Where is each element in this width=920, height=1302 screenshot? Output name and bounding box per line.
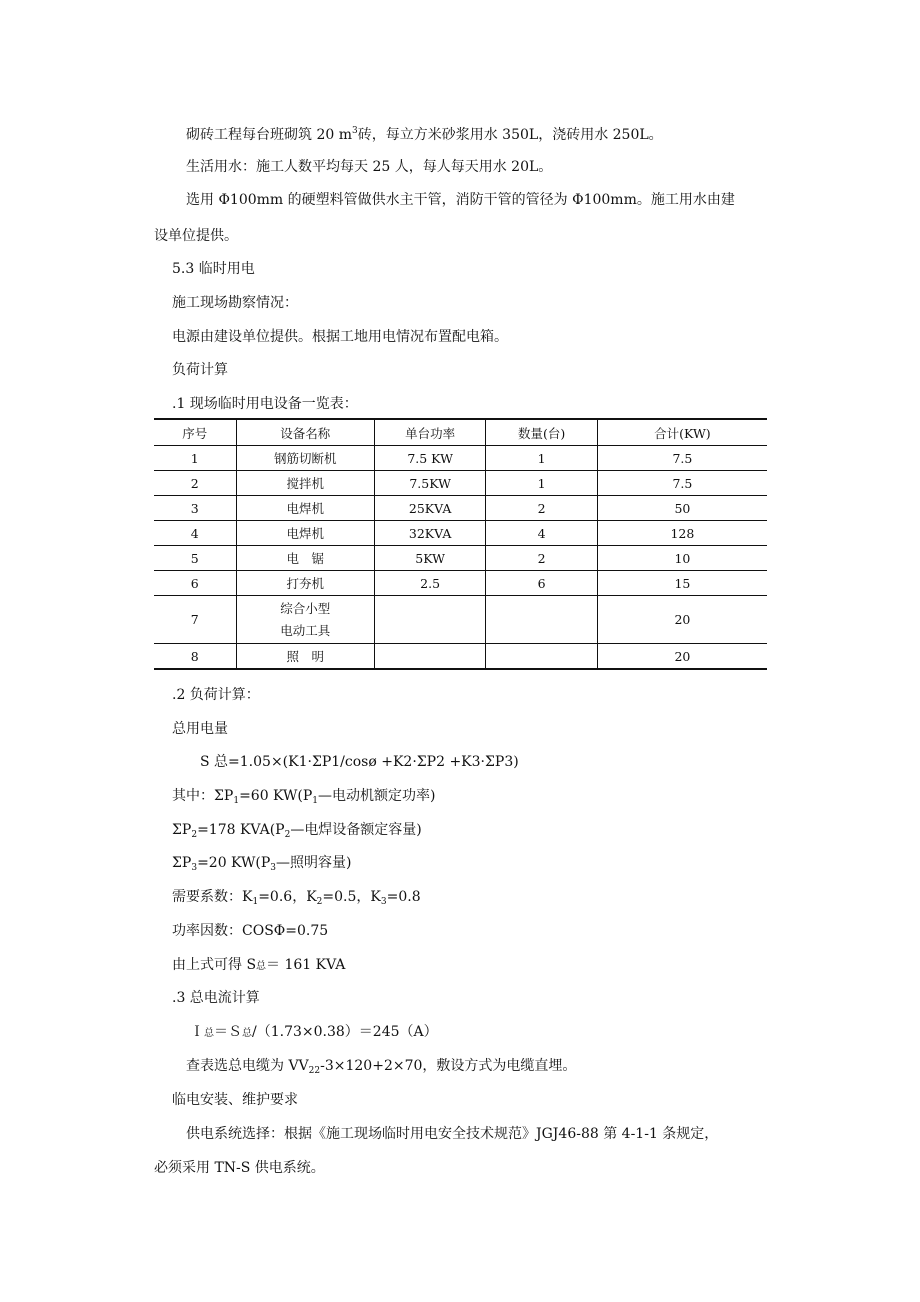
install-heading: 临电安装、维护要求 [172,1092,298,1108]
cell-no: 3 [154,496,236,521]
header-name: 设备名称 [236,419,374,446]
brick-water-paragraph: 砌砖工程每台班砌筑 20 $m^3$砖，每立方米砂浆用水 350L，浇砖用水 250L。 [186,126,663,143]
supply-paragraph-line1: 供电系统选择：根据《施工现场临时用电安全技术规范》JGJ46-88 第 4-1-1 条规定， [186,1126,719,1142]
table-row [154,596,767,644]
cell-qty: 4 [486,521,597,546]
table-title: .1 现场临时用电设备一览表： [172,396,358,412]
header-power: 单台功率 [374,419,486,446]
domestic-water-paragraph: 生活用水：施工人数平均每天 25 人，每人每天用水 20L。 [186,159,553,175]
cell-no: 1 [154,446,236,471]
equipment-table [154,418,767,670]
cell-qty: 2 [486,546,597,571]
table-header-row [154,419,767,446]
cell-name: 电焊机 [236,521,374,546]
cell-name: 电焊机 [236,496,374,521]
cell-no: 6 [154,571,236,596]
cell-no: 5 [154,546,236,571]
cell-power: 2.5 [374,571,486,596]
cell-total: 20 [597,596,767,644]
table-row [154,496,767,521]
survey-title: 施工现场勘察情况： [172,295,298,311]
current-calc-heading: .3 总电流计算 [172,990,260,1006]
cell-power: 32KVA [374,521,486,546]
section-heading: 5.3 临时用电 [172,261,255,277]
table-row [154,471,767,496]
header-total: 合计(KW) [597,419,767,446]
cell-name: 搅拌机 [236,471,374,496]
cell-total: 7.5 [597,471,767,496]
table-row [154,644,767,670]
cell-name-line2: 电动工具 [280,622,331,638]
cell-qty: 1 [486,471,597,496]
header-no: 序号 [154,419,236,446]
cell-name: 钢筋切断机 [236,446,374,471]
cell-total: 15 [597,571,767,596]
current-formula: Ｉ总＝Ｓ总/（1.73×0.38）＝245（A） [190,1024,438,1040]
table-row [154,521,767,546]
p3-line: $\Sigma P_3=20$ $KW(P_3—$照明容量) [172,855,352,873]
table-row [154,446,767,471]
pipe-paragraph-line1: 选用 Φ100mm 的硬塑料管做供水主干管，消防干管的管径为 Φ100mm。施工用水由建 [186,192,735,208]
load-formula: S 总=1.05×(K1·ΣP1/cosø +K2·ΣP2 +K3·ΣP3) [200,754,519,770]
load-calc-heading: .2 负荷计算： [172,687,260,703]
cell-name: 打夯机 [236,571,374,596]
cell-no: 8 [154,644,236,670]
p2-line: $\Sigma P_2=178$ $KVA(P_2—$电焊设备额定容量) [172,822,422,840]
cell-name-line1: 综合小型 [280,600,331,616]
load-result-line: 由上式可得 S总＝ 161 KVA [172,957,346,973]
cell-power: 7.5KW [374,471,486,496]
cell-name: 电 锯 [236,546,374,571]
demand-factor-line: 需要系数：$K_1=0.6$，$K_2=0.5$，$K_3=0.8$ [172,889,421,907]
cell-total: 128 [597,521,767,546]
supply-paragraph-line2: 必须采用 TN-S 供电系统。 [154,1160,325,1176]
cell-power: 25KVA [374,496,486,521]
cell-total: 20 [597,644,767,670]
header-qty: 数量(台) [486,419,597,446]
cell-total: 50 [597,496,767,521]
cell-total: 10 [597,546,767,571]
cell-qty: 2 [486,496,597,521]
cell-qty: 6 [486,571,597,596]
power-factor-line: 功率因数：COSΦ=0.75 [172,923,329,939]
cable-selection-line: 查表选总电缆为 $VV_{22}-3\times 120+2\times 70$，敷设方式为电缆直埋。 [186,1058,577,1076]
cell-power [374,596,486,644]
cell-power: 5KW [374,546,486,571]
table-row [154,546,767,571]
cell-qty [486,596,597,644]
cell-total: 7.5 [597,446,767,471]
p1-line: 其中：$\Sigma P_1=60$ $KW(P_1—$电动机额定功率) [172,788,436,806]
pipe-paragraph-line2: 设单位提供。 [154,228,238,244]
table-row [154,571,767,596]
cell-no: 4 [154,521,236,546]
cell-no: 2 [154,471,236,496]
total-power-label: 总用电量 [172,721,228,737]
cell-power: 7.5 KW [374,446,486,471]
cell-qty [486,644,597,670]
load-title: 负荷计算 [172,362,228,378]
cell-name: 照 明 [236,644,374,670]
cell-no: 7 [154,596,236,644]
cell-power [374,644,486,670]
cell-name [236,596,374,644]
cell-qty: 1 [486,446,597,471]
survey-text: 电源由建设单位提供。根据工地用电情况布置配电箱。 [172,329,508,345]
